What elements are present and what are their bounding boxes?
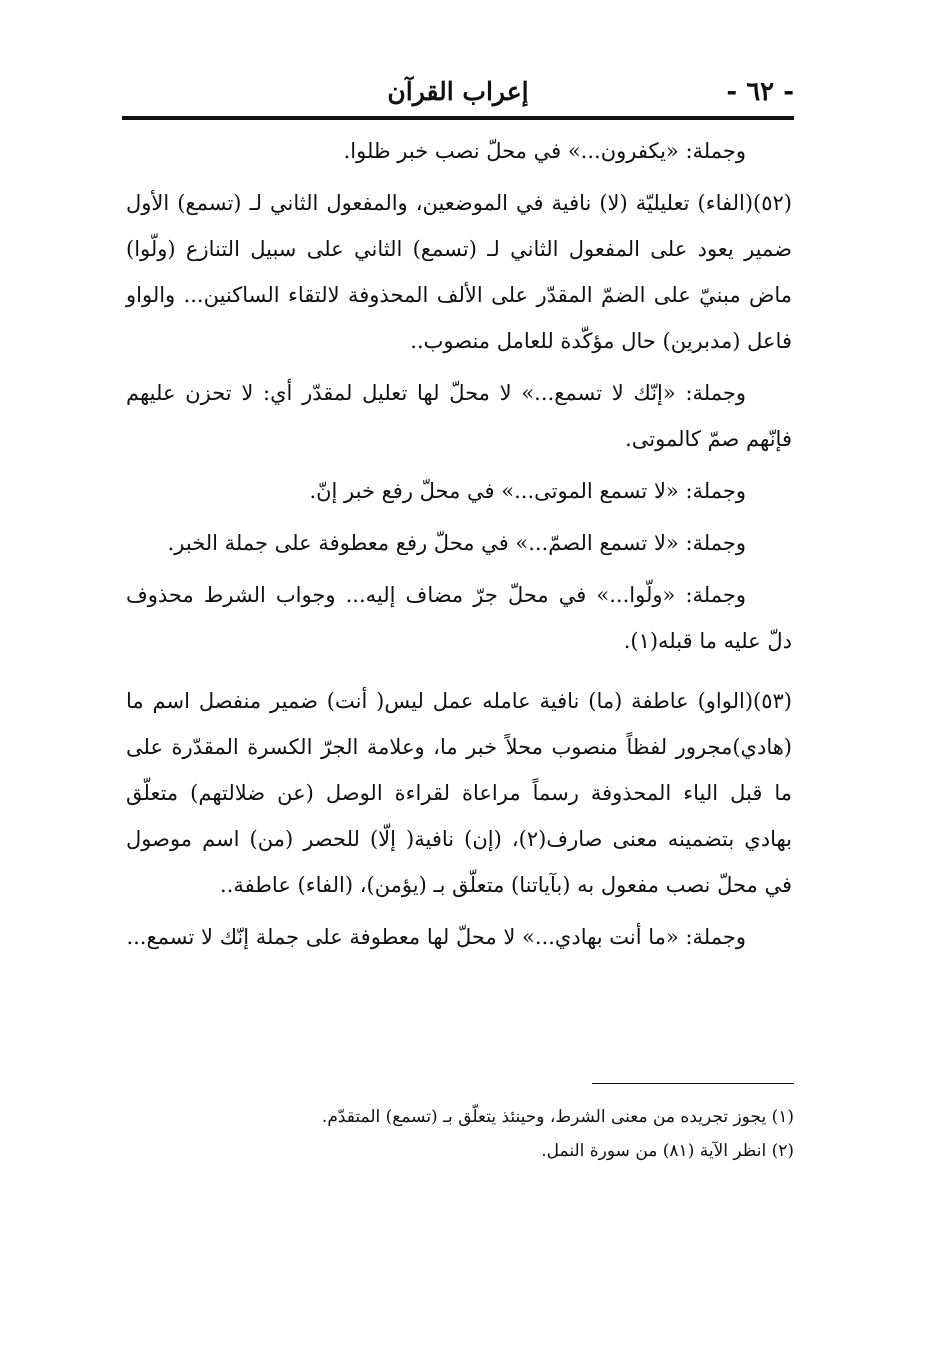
- sentence-note: وجملة: «لا تسمع الموتى...» في محلّ رفع خبر إنّ.: [309, 479, 746, 503]
- sentence-note: وجملة: «إنّك لا تسمع...» لا محلّ لها تعليل لمقدّر أي: لا تحزن عليهم فإنّهم صمّ كالموتى.: [126, 381, 792, 451]
- verse-note-53: (٥٣)(الواو) عاطفة (ما) نافية عامله عمل ليس( أنت) ضمير منفصل اسم ما (هادي)مجرور لفظاً منصوب محلاً خبر ما، وعلامة الجرّ الكسرة المقدّرة على ما قبل الياء المحذوفة رسماً مراعاة لقراءة الوصل (عن ضلالتهم) متعلّق بهادي بتضمينه معنى صارف(٢)، (إن) نافية( إلّا) للحصر (من) اسم موصول في محلّ نصب مفعول به (بآياتنا) متعلّق بـ (يؤمن)، (الفاء) عاطفة..: [126, 689, 792, 897]
- footnotes: [200, 1100, 794, 1168]
- footnote-2: (٢) انظر الآية (٨١) من سورة النمل.: [541, 1141, 794, 1161]
- verse-note-52: (٥٢)(الفاء) تعليليّة (لا) نافية في الموضعين، والمفعول الثاني لـ (تسمع) الأول ضمير يعود على المفعول الثاني لـ (تسمع) الثاني على سبيل التنازع (ولّوا) ماض مبنيّ على الضمّ المقدّر على الألف المحذوفة لالتقاء الساكنين... والواو فاعل (مدبرين) حال مؤكّدة للعامل منصوب..: [126, 191, 792, 353]
- page-header: [122, 72, 794, 112]
- book-title: إعراب القرآن: [387, 77, 529, 106]
- footnote-separator: [592, 1083, 794, 1084]
- sentence-note: وجملة: «يكفرون...» في محلّ نصب خبر ظلوا.: [343, 139, 746, 163]
- sentence-note: وجملة: «ولّوا...» في محلّ جرّ مضاف إليه... وجواب الشرط محذوف دلّ عليه ما قبله(١).: [126, 583, 792, 653]
- header-rule: [122, 116, 794, 120]
- sentence-note: وجملة: «ما أنت بهادي...» لا محلّ لها معطوفة على جملة إنّك لا تسمع...: [126, 925, 746, 949]
- sentence-note: وجملة: «لا تسمع الصمّ...» في محلّ رفع معطوفة على جملة الخبر.: [167, 531, 746, 555]
- page-number: - ٦٢ -: [726, 77, 794, 107]
- footnote-1: (١) يجوز تجريده من معنى الشرط، وحينئذ يتعلّق بـ (تسمع) المتقدّم.: [321, 1107, 794, 1127]
- page-body: [126, 128, 792, 966]
